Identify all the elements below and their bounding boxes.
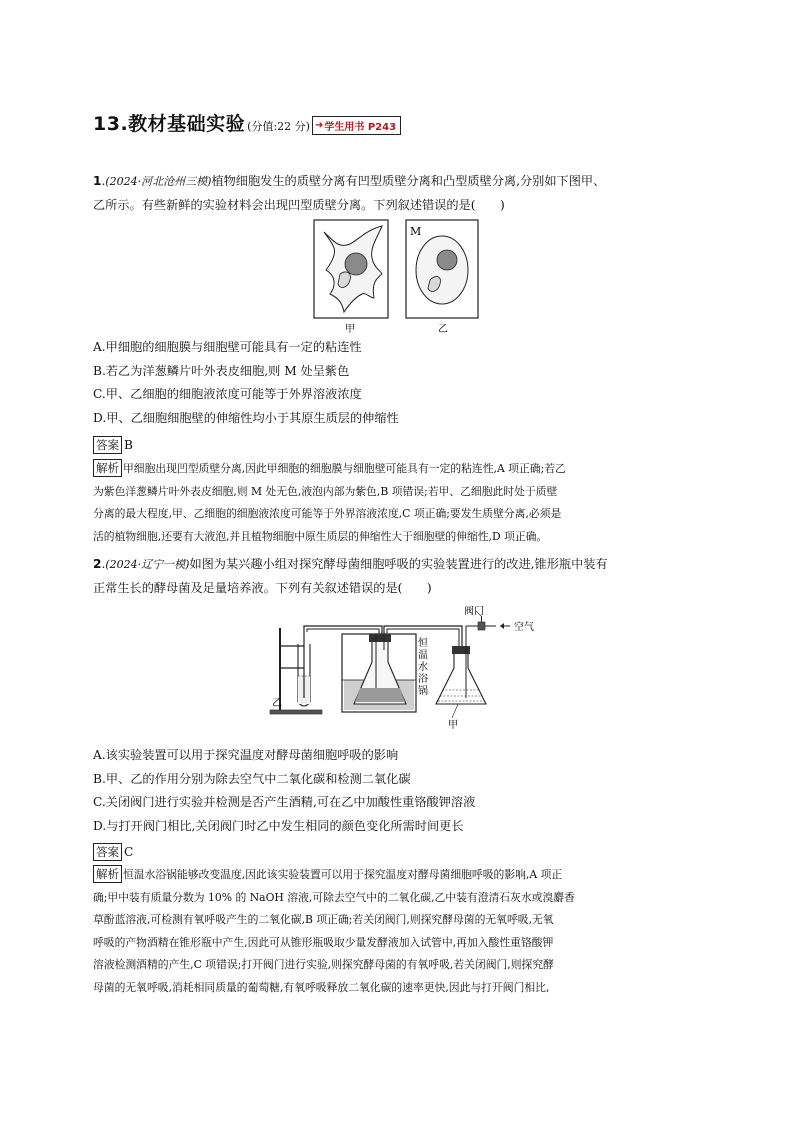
analysis-line: 为紫色洋葱鳞片叶外表皮细胞,则 M 处无色,液泡内部为紫色,B 项错误;若甲、乙细胞此时处于质壁 [93, 484, 558, 498]
question-2-number: 2 [93, 557, 102, 571]
analysis-tag: 解析 [93, 865, 122, 883]
question-2-answer [93, 843, 133, 861]
analysis-line: 呼吸的产物酒精在锥形瓶中产生,因此可从锥形瓶吸取少量发酵液加入试管中,再加入酸性重铬酸钾 [93, 935, 554, 949]
option-c[interactable]: C.甲、乙细胞的细胞液浓度可能等于外界溶液浓度 [93, 387, 362, 401]
question-1-analysis [93, 458, 709, 548]
question-1-answer [93, 436, 133, 454]
question-2-analysis [93, 864, 709, 999]
label-bath-3: 水 [418, 662, 428, 673]
analysis-line: 确;甲中装有质量分数为 10% 的 NaOH 溶液,可除去空气中的二氧化碳,乙中装有澄清石灰水或溴麝香 [93, 890, 575, 904]
label-m: M [410, 225, 422, 238]
label-bath-4: 浴 [418, 674, 428, 685]
answer-tag: 答案 [93, 436, 122, 454]
label-yi: 乙 [272, 698, 282, 709]
question-2-options [93, 744, 475, 838]
analysis-line: 分离的最大程度,甲、乙细胞的细胞液浓度可能等于外界溶液浓度,C 项正确;要发生质壁分离,必须是 [93, 507, 562, 520]
answer-value: C [124, 845, 134, 859]
label-bath-5: 锅 [418, 686, 428, 697]
question-1-number: 1 [93, 174, 102, 188]
answer-tag: 答案 [93, 843, 122, 861]
answer-value: B [124, 438, 133, 452]
question-1-stem-line-2: 乙所示。有些新鲜的实验材料会出现凹型质壁分离。下列叙述错误的是( ) [93, 197, 505, 212]
valve-icon[interactable] [478, 616, 485, 630]
arrow-left-icon [500, 623, 504, 629]
analysis-line: 活的植物细胞,还要有大液泡,并且植物细胞中原生质层的伸缩性大于细胞壁的伸缩性,D 项正确。 [93, 529, 548, 543]
option-a[interactable]: A.该实验装置可以用于探究温度对酵母菌细胞呼吸的影响 [93, 748, 399, 762]
label-bath-1: 恒 [418, 638, 428, 649]
label-valve: 阀门 [464, 606, 484, 617]
question-1-source: (2024·河北沧州三模) [105, 175, 212, 188]
option-d[interactable]: D.甲、乙细胞细胞壁的伸缩性均小于其原生质层的伸缩性 [93, 410, 399, 425]
option-c[interactable]: C.关闭阀门进行实验并检测是否产生酒精,可在乙中加酸性重铬酸钾溶液 [93, 795, 476, 809]
label-bath-2: 温 [418, 650, 428, 661]
question-1-options [93, 336, 399, 430]
book-reference-text: 学生用书 P243 [324, 122, 397, 133]
score-note: (分值:22 分) [247, 120, 310, 133]
book-reference-link[interactable] [312, 116, 401, 135]
label-air: 空气 [514, 622, 534, 633]
question-1-figure [310, 218, 480, 340]
question-2-stem-line-1: 如图为某兴趣小组对探究酵母菌细胞呼吸的实验装置进行的改进,锥形瓶中装有 [189, 557, 608, 571]
analysis-line: 母菌的无氧呼吸,消耗相同质量的葡萄糖,有氧呼吸释放二氧化碳的速率更快,因此与打开阀门相比, [93, 980, 550, 994]
analysis-tag: 解析 [93, 459, 122, 477]
question-2-figure [266, 606, 566, 736]
label-jia: 甲 [448, 720, 458, 731]
question-2-stem-line-2: 正常生长的酵母菌及足量培养液。下列有关叙述错误的是( ) [93, 580, 432, 595]
option-b[interactable]: B.若乙为洋葱鳞片叶外表皮细胞,则 M 处呈紫色 [93, 363, 350, 378]
option-b[interactable]: B.甲、乙的作用分别为除去空气中二氧化碳和检测二氧化碳 [93, 771, 411, 786]
label-yi: 乙 [438, 324, 448, 335]
question-1-stem-line-1: 植物细胞发生的质壁分离有凹型质壁分离和凸型质壁分离,分别如下图甲、 [211, 174, 606, 188]
analysis-line: 溶液检测酒精的产生,C 项错误;打开阀门进行实验,则探究酵母菌的有氧呼吸,若关闭阀门,则探究酵 [93, 958, 554, 971]
page-header [93, 109, 401, 137]
analysis-line: 恒温水浴锅能够改变温度,因此该实验装置可以用于探究温度对酵母菌细胞呼吸的影响,A 项正 [123, 868, 563, 881]
question-1-stem: 1.(2024·河北沧州三模)植物细胞发生的质壁分离有凹型质壁分离和凸型质壁分离,分别如下图甲、 乙所示。有些新鲜的实验材料会出现凹型质壁分离。下列叙述错误的是( ) [93, 170, 713, 217]
flask-middle [354, 634, 406, 704]
page-title: 13.教材基础实验 [93, 113, 246, 135]
option-d[interactable]: D.与打开阀门相比,关闭阀门时乙中发生相同的颜色变化所需时间更长 [93, 818, 464, 833]
label-jia: 甲 [345, 324, 355, 335]
question-2-stem: 2.(2024·辽宁一模)如图为某兴趣小组对探究酵母菌细胞呼吸的实验装置进行的改进,锥形瓶中装有 正常生长的酵母菌及足量培养液。下列有关叙述错误的是( ) [93, 553, 713, 600]
option-a[interactable]: A.甲细胞的细胞膜与细胞壁可能具有一定的粘连性 [93, 340, 362, 354]
question-2-source: (2024·辽宁一模) [105, 558, 190, 571]
arrow-right-icon: ➜ [314, 120, 324, 131]
test-tube-yi [298, 632, 310, 706]
analysis-line: 甲细胞出现凹型质壁分离,因此甲细胞的细胞膜与细胞壁可能具有一定的粘连性,A 项正确;若乙 [123, 462, 566, 475]
flask-jia [436, 623, 510, 704]
analysis-line: 草酚蓝溶液,可检测有氧呼吸产生的二氧化碳,B 项正确;若关闭阀门,则探究酵母菌的无氧呼吸,无氧 [93, 913, 554, 926]
cell-jia-diagram [314, 220, 388, 318]
